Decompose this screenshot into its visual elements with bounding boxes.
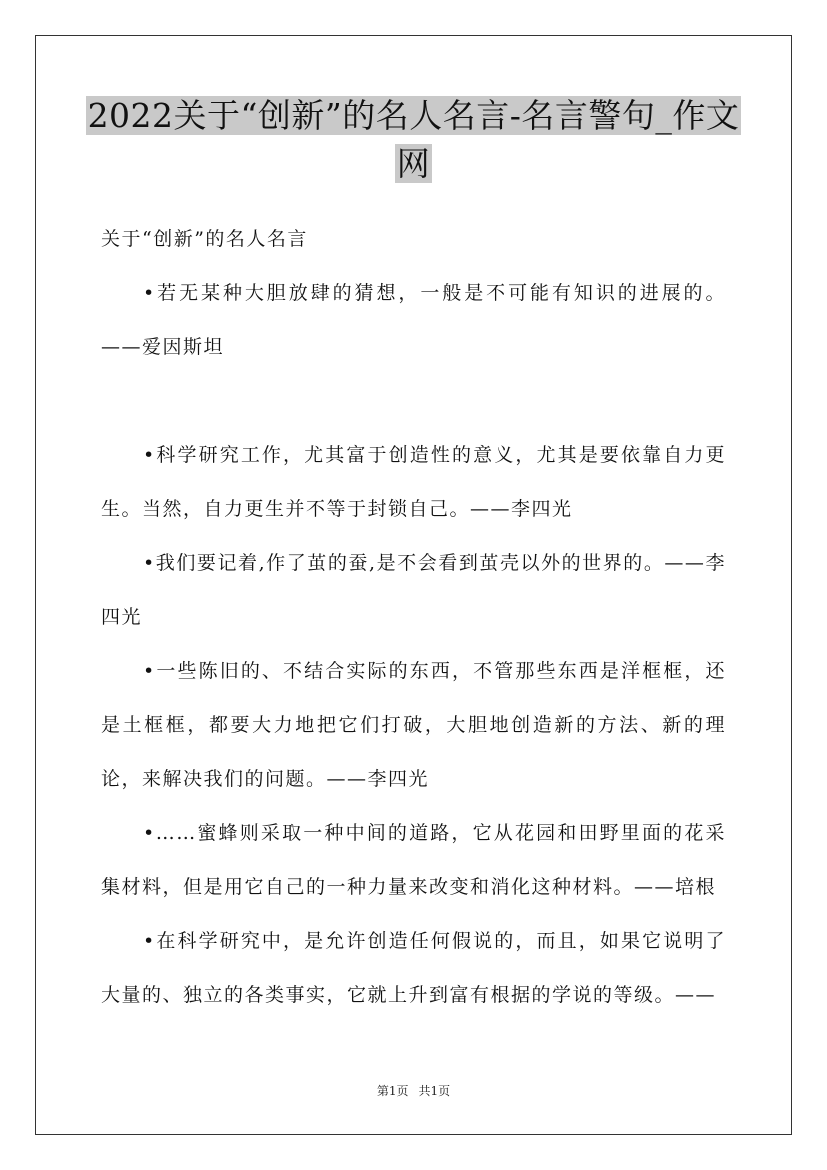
quote-paragraph: •我们要记着,作了茧的蚕,是不会看到茧壳以外的世界的。——李四光	[101, 552, 726, 628]
document-body	[101, 212, 726, 1022]
quote-paragraph: •若无某种大胆放肆的猜想，一般是不可能有知识的进展的。——爱因斯坦	[101, 282, 726, 358]
document-title-line1: 2022关于“创新”的名人名言-名言警句_作文	[87, 96, 740, 135]
quote-paragraph: •科学研究工作，尤其富于创造性的意义，尤其是要依靠自力更生。当然，自力更生并不等于封锁自己。——李四光	[101, 444, 726, 520]
document-title-line2: 网	[396, 144, 431, 183]
quote-paragraph: •在科学研究中，是允许创造任何假说的，而且，如果它说明了大量的、独立的各类事实，它就上升到富有根据的学说的等级。——	[101, 930, 726, 1006]
quote-paragraph: •……蜜蜂则采取一种中间的道路，它从花园和田野里面的花采集材料，但是用它自己的一种力量来改变和消化这种材料。——培根	[101, 822, 726, 898]
page-number: 第1页	[376, 1084, 409, 1098]
page-footer	[0, 1083, 827, 1099]
page-count: 共1页	[418, 1084, 451, 1098]
section-heading: 关于“创新”的名人名言	[101, 228, 308, 250]
document-title	[60, 92, 767, 188]
quote-paragraph: •一些陈旧的、不结合实际的东西，不管那些东西是洋框框，还是土框框，都要大力地把它们打破，大胆地创造新的方法、新的理论，来解决我们的问题。——李四光	[101, 660, 726, 790]
blank-line	[101, 374, 726, 428]
